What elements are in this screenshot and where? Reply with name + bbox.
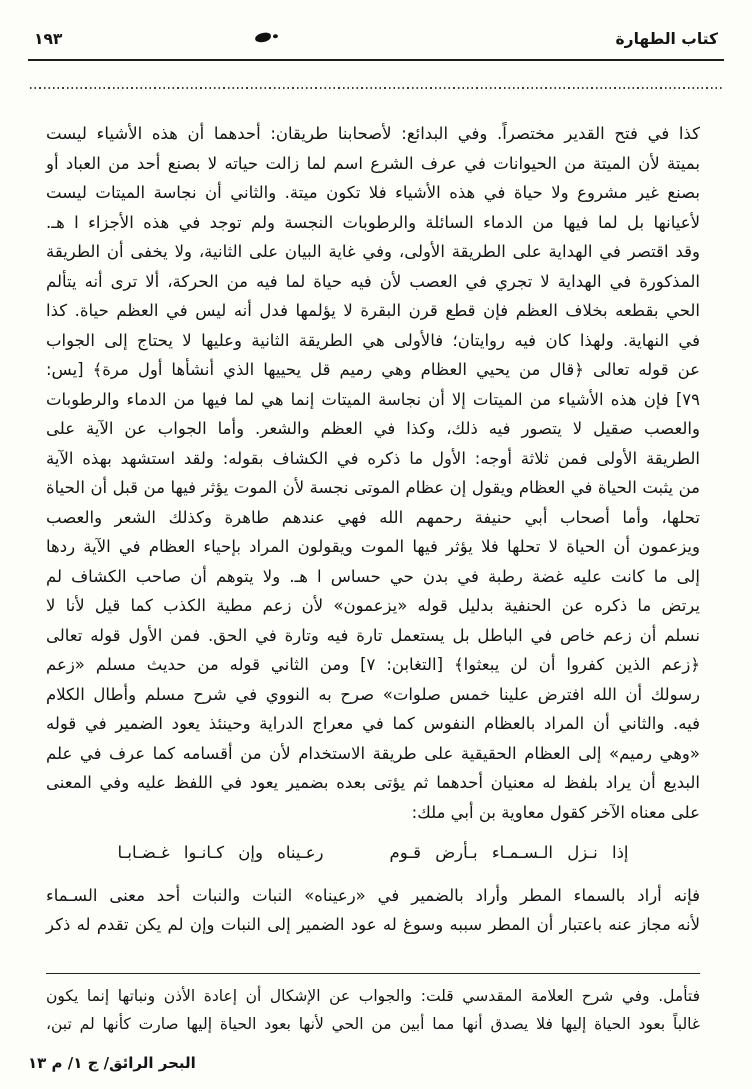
body-line: رسولك أن الله افترض علينا خمس صلوات» صرح به النووي في شرح مسلم وأطال الكلام [46, 684, 700, 704]
body-line: بصنع غير مشروع ولا حياة في هذه الأشياء فلا تكون ميتة. والثاني أن نجاسة الميتات ليست [46, 183, 700, 202]
body-line: إلى ما كانت عليه غضة رطبة في بدن حي حساس ا هـ. ولا يتوهم أن صاحب الكشاف لم [46, 566, 700, 586]
poem-hemistich-right: إذا نـزل الـسـمـاء بـأرض قـوم [389, 843, 629, 862]
body-line: لأعيانها بل لما فيها من الدماء السائلة والرطوبات النجسة ولم توجد في هذه الأجزاء ا هـ. [46, 212, 700, 232]
footnote [46, 983, 700, 1038]
body-line: يرتض ما ذكره عن الحنفية بدليل قوله «يزعمون» لأن زعم مطية الكذب كما قيل لأنا لا [46, 596, 700, 615]
body-line: ٧٩] فإن هذه الأشياء من الميتات إلا أن نجاسة الميتات إنما هي لما فيها من الدماء والرطوبات [46, 389, 700, 409]
body-line: الحي بقطعه بخلاف العظم فإن قطع قرن البقرة لا يؤلمها فدل أنه ليس في العظم حياة. كذا [46, 301, 700, 320]
dotted-rule [30, 87, 722, 89]
footnote-line: فتأمل. وفي شرح العلامة المقدسي قلت: والجواب عن الإشكال أن إعادة الأذن ونباتها إنما يكون [46, 987, 700, 1005]
body-line: بميتة لأن الميتة من الحيوانات في عرف الشرع اسم لما زالت حياته لا بصنع أحد من العباد أو [46, 153, 700, 173]
body-line: نسلم أن زعم خاص في الباطل بل يستعمل تارة فيه وتارة في الحق. فمن الأول قوله تعالى [46, 625, 700, 645]
footnote-divider [46, 973, 700, 975]
body-line: في النهاية. ولهذا كان فيه روايتان؛ فالأولى هي الطريقة الثانية وعليها لا يحتاج إلى الجواب [46, 330, 700, 350]
body-line: وقد اقتصر في الهداية على الطريقة الأولى، وفي غاية البيان على الثانية، ولا يخفى أن الطريقة [46, 242, 700, 261]
body-line: على معناه الآخر كقول معاوية بن أبي ملك: [411, 802, 700, 822]
body-line: والعصب صقيل لا يتصور فيه ذلك، وكذا في العظم والشعر. وأما الجواب عن الآية على [46, 419, 700, 438]
body-line: «وهي رميم» إلى العظام الحقيقية على طريقة الاستخدام لأن من أقسامه كما عرف في علم [46, 743, 700, 763]
body-line: ويزعمون أن الحياة لا تحلها فلا يؤثر فيها الموت ويقولون المراد بإحياء العظام في الآية ردها [46, 537, 700, 556]
body-line: المذكورة في الهداية لا تجري في العصب لأن فيه حياة لما فيه من الحركة، ألا ترى أنه يتألم [46, 271, 700, 291]
page-number: ١٩٣ [34, 30, 63, 48]
paragraph-block [46, 119, 700, 827]
paragraph-block-after-verse [46, 881, 700, 940]
body-line: فإنه أراد بالسماء المطر وأراد بالضمير في «رعيناه» النبات والنبات أحد معنى السـماء [46, 885, 700, 905]
body-line: لأنه مجاز عنه باعتبار أن المطر سببه وسوغ له عود الضمير إلى النبات وإن لم يكن تقدم له ذكر [46, 915, 700, 934]
poem-hemistich-left: رعـيناه وإن كـانـوا غـضـابـا [117, 843, 324, 862]
book-footer: البحر الرائق/ ج ١/ م ١٣ [28, 1054, 196, 1072]
body-line: تحلها، وأما أصحاب أبي حنيفة رحمهم الله فهي عندهم طاهرة وكذلك الشعر والعصب [46, 507, 700, 527]
body-text [46, 119, 700, 1038]
body-line: كذا في فتح القدير مختصراً. وفي البدائع: لأصحابنا طريقان: أحدهما أن هذه الأشياء ليست [46, 124, 700, 143]
body-line: ﴿زعم الذين كفروا أن لن يبعثوا﴾ [التغابن: ٧] ومن الثاني قوله من حديث مسلم «زعم [46, 655, 700, 674]
chapter-title: كتاب الطهارة [615, 30, 718, 48]
body-line: فيه. والثاني أن المراد بالعظام النفوس كما في معراج الدراية وحينئذ يعود الضمير في قوله [46, 714, 700, 733]
body-line: الطريقة الأولى فمن ثلاثة أوجه: الأول ما ذكره في الكشاف بقوله: ولقد استشهد بهذه الآية [46, 448, 700, 468]
body-line: عن قوله تعالى ﴿قال من يحيي العظام وهي رميم قل يحييها الذي أنشأها أول مرة﴾ [يس: [46, 360, 700, 379]
poem-line [46, 838, 700, 868]
footnote-line: غالباً بعود الحياة إليها فلا يصدق أنها مما أبين من الحي لأنها بعود الحياة إليها صارت كأنها لم تبن، [46, 1014, 700, 1033]
header-rule [28, 59, 724, 61]
page-header [34, 30, 718, 48]
body-line: البديع أن يراد بلفظ له معنيان أحدهما ثم يؤتى بعده بضمير يعود في اللفظ عليه وفي المعنى [46, 773, 700, 792]
body-line: من يثبت الحياة في العظام ويقول إن عظام الموتى نجسة لأن الموت يؤثر فيها من قبل أن الحياة [46, 478, 700, 497]
